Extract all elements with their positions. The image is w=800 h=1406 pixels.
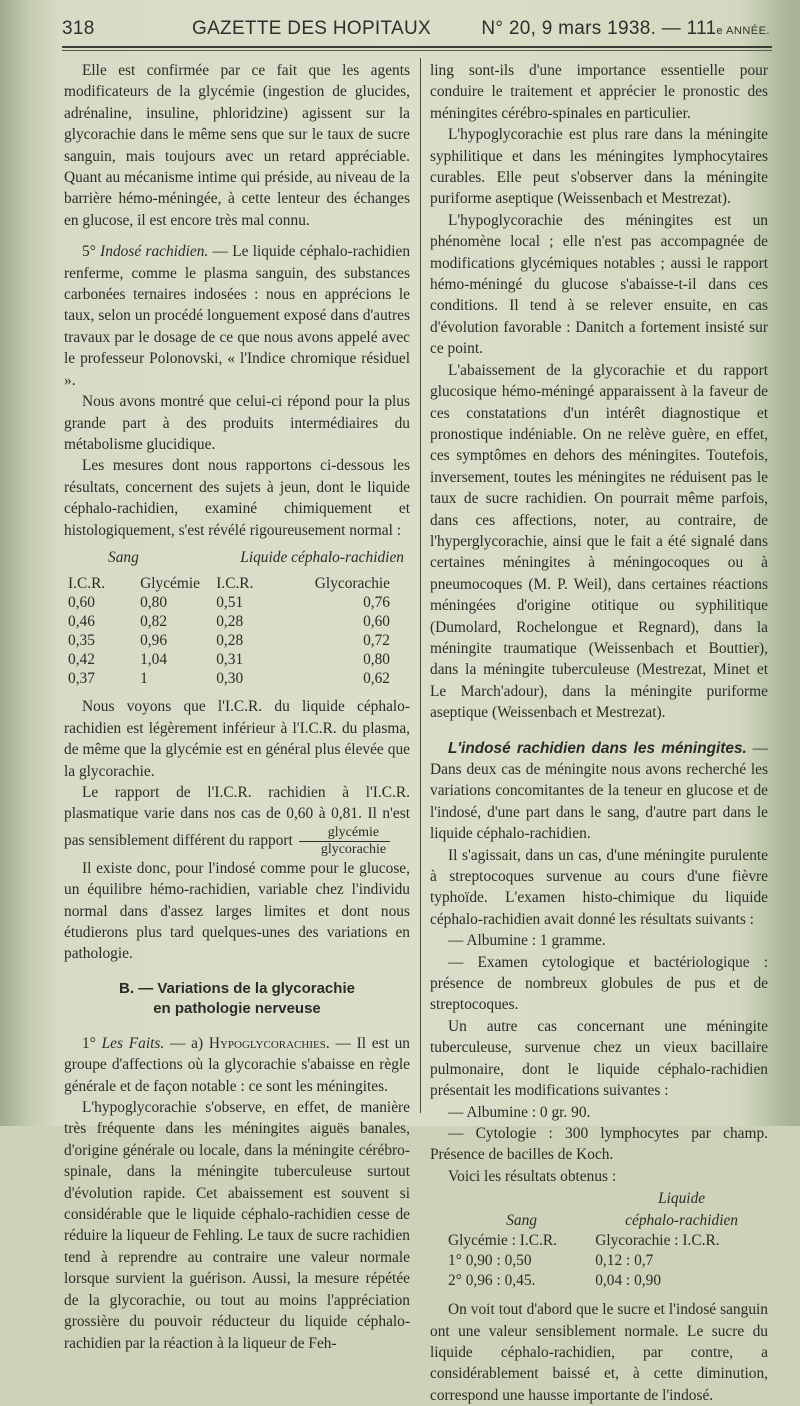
table-group-header: Sang Liquide céphalo-rachidien <box>108 548 404 566</box>
table-row: 0,37 1 0,30 0,62 <box>68 670 390 688</box>
page-number: 318 <box>62 18 95 39</box>
paragraph: Elle est confirmée par ce fait que les agents modificateurs de la glycémie (ingestion de glucides, adrénaline, insuline, phloridzine) agissent sur la glycorachie dans le même sens que sur le taux de sucre sanguin, mais toujours avec un retard appréciable. Quant au mécanisme intime qui préside, au niveau de la barrière hémo-méningée, à cette lenteur des échanges en glucose, il est encore très mal connu. <box>64 62 410 229</box>
paragraph: L'hypoglycorachie s'observe, en effet, de manière très fréquente dans les méningites aiguës banales, d'origine générale ou locale, dans la méningite cérébro-spinale, dans la méningite tuberculeuse surtout d'évolution rapide. Cet abaissement est souvent si considérable que le liquide céphalo-rachidien cesse de réduire la liqueur de Fehling. Le taux de sucre rachidien tend à reprendre au contraire une valeur normale lorsque survient la guérison. Aussi, la mesure répétée de la glycorachie, ou tout au moins l'appréciation grossière du pouvoir réducteur du liquide céphalo-rachidien par la réaction à la liqueur de Feh- <box>64 1099 410 1352</box>
table-row: Glycémie : I.C.R. Glycorachie : I.C.R. <box>448 1232 720 1250</box>
column-divider <box>420 58 421 1113</box>
paragraph: Voici les résultats obtenus : <box>448 1167 617 1185</box>
paragraph: Le rapport de l'I.C.R. rachidien à l'I.C.R. plasmatique varie dans nos cas de 0,60 à 0,81. Il n'est pas sensiblement différent du rapport $\frac{\text{glycémie}}{\text{glycorachie}}$ <box>64 783 410 857</box>
table-header-row: I.C.R. Glycémie I.C.R. Glycorachie <box>68 575 390 593</box>
results-header: Sang céphalo-rachidien <box>506 1212 739 1230</box>
paragraph: Il existe donc, pour l'indosé comme pour le glucose, un équilibre hémo-rachidien, variable chez l'individu normal dans d'assez larges limites et dont nous étudierons plus tard quelques-unes des variations en pathologie. <box>64 859 410 963</box>
right-column <box>430 60 768 1406</box>
table-row: 2° 0,96 : 0,45. 0,04 : 0,90 <box>448 1272 662 1290</box>
journal-title: GAZETTE DES HOPITAUX <box>192 18 431 39</box>
paragraph: L'indosé rachidien dans les méningites. — Dans deux cas de méningite nous avons recherché les variations concomitantes de la teneur en glucose et de l'indosé, d'une part dans le sang, d'autre part dans le liquide céphalo-rachidien. <box>430 739 768 843</box>
list-item: — Examen cytologique et bactériologique : présence de nombreux globules de pus et de streptocoques. <box>430 953 768 1014</box>
paragraph: Nous voyons que l'I.C.R. du liquide céphalo-rachidien est légèrement inférieur à l'I.C.R. du plasma, de même que la glycémie est en général plus élevée que la glycorachie. <box>64 698 410 780</box>
results-table <box>430 1189 768 1291</box>
paragraph: Nous avons montré que celui-ci répond pour la plus grande part à des produits intermédiaires du métabolisme glucidique. <box>64 393 410 453</box>
left-column <box>64 60 410 1354</box>
results-header: Liquide <box>658 1190 706 1208</box>
paragraph: L'hypoglycorachie est plus rare dans la méningite syphilitique et dans les méningites lymphocytaires curables. Elle peut s'observer dans la méningite puriforme aseptique (Weissenbach et Mestrezat). <box>430 126 768 208</box>
table-row: 0,60 0,80 0,51 0,76 <box>68 594 390 612</box>
list-item: — Albumine : 1 gramme. <box>448 932 606 950</box>
paragraph: Les mesures dont nous rapportons ci-dessous les résultats, concernent des sujets à jeun, dont le liquide céphalo-rachidien, examiné chimiquement et histologiquement, s'est révélé rigoureusement normal : <box>64 457 410 539</box>
paragraph: 5° Indosé rachidien. — Le liquide céphalo-rachidien renferme, comme le plasma sanguin, des substances carbonées ternaires indosées : nous en apprécions le taux, selon un procédé longuement exposé dans d'autres travaux par le dosage de ce que nous avons appelé avec le professeur Polonovski, « l'Indice chromique résiduel ». <box>64 243 411 389</box>
paragraph: On voit tout d'abord que le sucre et l'indosé sanguin ont une valeur sensiblement normale. Le sucre du liquide céphalo-rachidien, par contre, a considérablement baissé et, à cette diminution, correspond une hausse importante de l'indosé. <box>430 1301 768 1404</box>
paragraph: ling sont-ils d'une importance essentielle pour conduire le traitement et apprécier le pronostic des méningites cérébro-spinales en particulier. <box>430 62 768 122</box>
table-row: 0,35 0,96 0,28 0,72 <box>68 632 390 650</box>
icr-table <box>64 574 410 688</box>
paragraph: 1° Les Faits. — a) Hypoglycorachies. — Il est un groupe d'affections où la glycorachie s'abaisse en règle générale et de façon notable : ce sont les méningites. <box>64 1034 410 1095</box>
list-item: — Cytologie : 300 lymphocytes par champ. Présence de bacilles de Koch. <box>430 1124 768 1164</box>
list-item: — Albumine : 0 gr. 90. <box>448 1103 591 1121</box>
table-row: 0,42 1,04 0,31 0,80 <box>68 651 390 669</box>
table-row: 0,46 0,82 0,28 0,60 <box>68 613 390 631</box>
paragraph: Il s'agissait, dans un cas, d'une méningite purulente à streptocoques survenue au cours d'une fièvre typhoïde. L'examen histo-chimique du liquide céphalo-rachidien avait donné les résultats suivants : <box>430 846 768 928</box>
paragraph: Un autre cas concernant une méningite tuberculeuse, survenue chez un vieux bacillaire pulmonaire, dont le liquide céphalo-rachidien présentait les modifications suivantes : <box>430 1017 768 1100</box>
issue-info: N° 20, 9 mars 1938. — 111e ANNÉE. <box>481 18 770 39</box>
header-rule-thin <box>62 50 772 51</box>
paragraph: L'abaissement de la glycorachie et du rapport glucosique hémo-méningé apparaissent à la faveur de ces constatations d'un intérêt diagnostique et pronostique indéniable. On ne relève guère, en effet, ces symptômes en dehors des méningites. Toutefois, inversement, toutes les méningites ne réduisent pas le taux de sucre rachidien. On pourrait même parfois, dans ces affections, noter, au contraire, de l'hyperglycorachie, ainsi que le fait a été signalé dans certaines méningites à méningocoques ou à pneumocoques (M. P. Weil), dans certaines réactions méningées d'origine otitique ou syphilitique (Dumolard, Rochelongue et Regnard), dans la méningite traumatique (Weissenbach et Bouttier), dans la méningite tuberculeuse (Mestrezat, Minet et Le March'adour), dans la méningite puriforme aseptique (Weissenbach et Mestrezat). <box>430 361 768 722</box>
paragraph: L'hypoglycorachie des méningites est un phénomène local ; elle n'est pas accompagnée de modifications glycémiques notables ; aussi le rapport hémo-méningé du glucose s'abaisse-t-il dans ces conditions. Il tend à se relever ensuite, en cas d'évolution favorable : Danitch a fortement insisté sur ce point. <box>430 211 768 358</box>
header-rule <box>62 46 772 48</box>
ratio-fraction: $\frac{\text{glycémie}}{\text{glycorachie}}$ <box>299 825 390 858</box>
section-heading: B. — Variations de la glycorachie en pathologie nerveuse <box>119 979 355 1017</box>
table-row: 1° 0,90 : 0,50 0,12 : 0,7 <box>448 1252 654 1270</box>
page-header <box>62 18 770 44</box>
